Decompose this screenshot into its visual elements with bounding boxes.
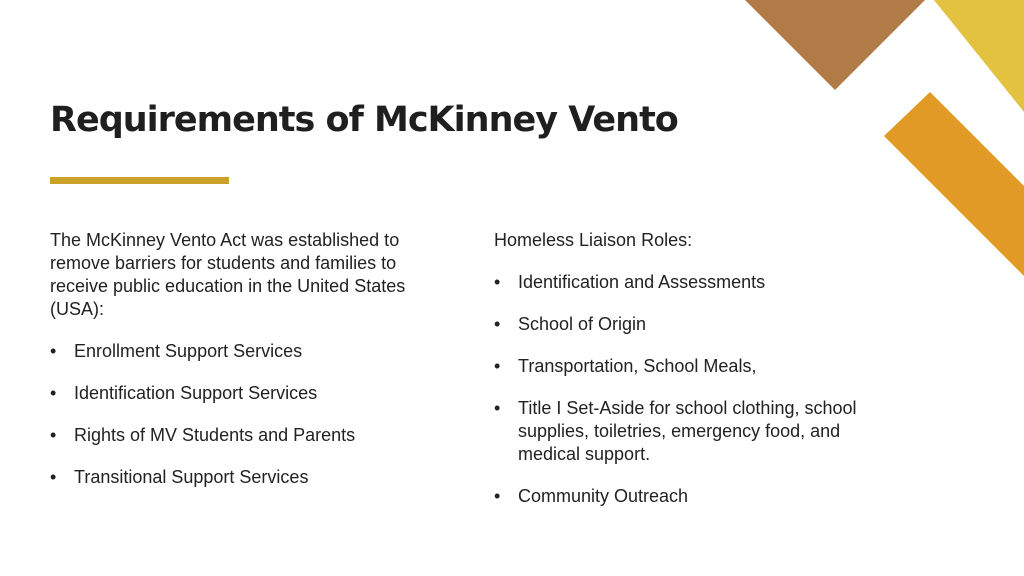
right-column bbox=[494, 229, 874, 527]
brown-triangle-shape bbox=[745, 0, 925, 90]
list-item bbox=[494, 485, 874, 508]
list-item-text: Rights of MV Students and Parents bbox=[74, 425, 356, 445]
list-item bbox=[50, 466, 440, 489]
list-item-text: School of Origin bbox=[518, 314, 647, 334]
list-item-text: Transitional Support Services bbox=[74, 467, 309, 487]
list-item-text: Community Outreach bbox=[518, 486, 689, 506]
bullet-icon: • bbox=[494, 314, 501, 334]
right-intro-text: Homeless Liaison Roles: bbox=[494, 230, 693, 250]
list-item-text: Identification Support Services bbox=[74, 383, 318, 403]
orange-band-shape bbox=[884, 92, 1024, 276]
bullet-icon: • bbox=[494, 272, 501, 292]
list-item bbox=[50, 340, 440, 363]
left-intro-text: The McKinney Vento Act was established to remove barriers for students and families to receive public education in the United States (USA): bbox=[50, 230, 406, 319]
left-bullet-list bbox=[50, 340, 440, 489]
list-item bbox=[50, 424, 440, 447]
right-bullet-list bbox=[494, 271, 874, 508]
slide-title: Requirements of McKinney Vento bbox=[50, 100, 678, 140]
bullet-icon: • bbox=[50, 467, 57, 487]
bullet-icon: • bbox=[494, 398, 501, 418]
list-item-text: Enrollment Support Services bbox=[74, 341, 303, 361]
list-item bbox=[50, 382, 440, 405]
list-item bbox=[494, 397, 874, 466]
list-item bbox=[494, 271, 874, 294]
list-item-text: Title I Set-Aside for school clothing, school supplies, toiletries, emergency food, and medical support. bbox=[518, 398, 857, 464]
list-item-text: Transportation, School Meals, bbox=[518, 356, 757, 376]
list-item bbox=[494, 313, 874, 336]
title-underline-bar bbox=[50, 177, 229, 184]
bullet-icon: • bbox=[50, 341, 57, 361]
left-column bbox=[50, 229, 440, 508]
bullet-icon: • bbox=[494, 486, 501, 506]
bullet-icon: • bbox=[50, 383, 57, 403]
bullet-icon: • bbox=[50, 425, 57, 445]
list-item-text: Identification and Assessments bbox=[518, 272, 766, 292]
list-item bbox=[494, 355, 874, 378]
bullet-icon: • bbox=[494, 356, 501, 376]
